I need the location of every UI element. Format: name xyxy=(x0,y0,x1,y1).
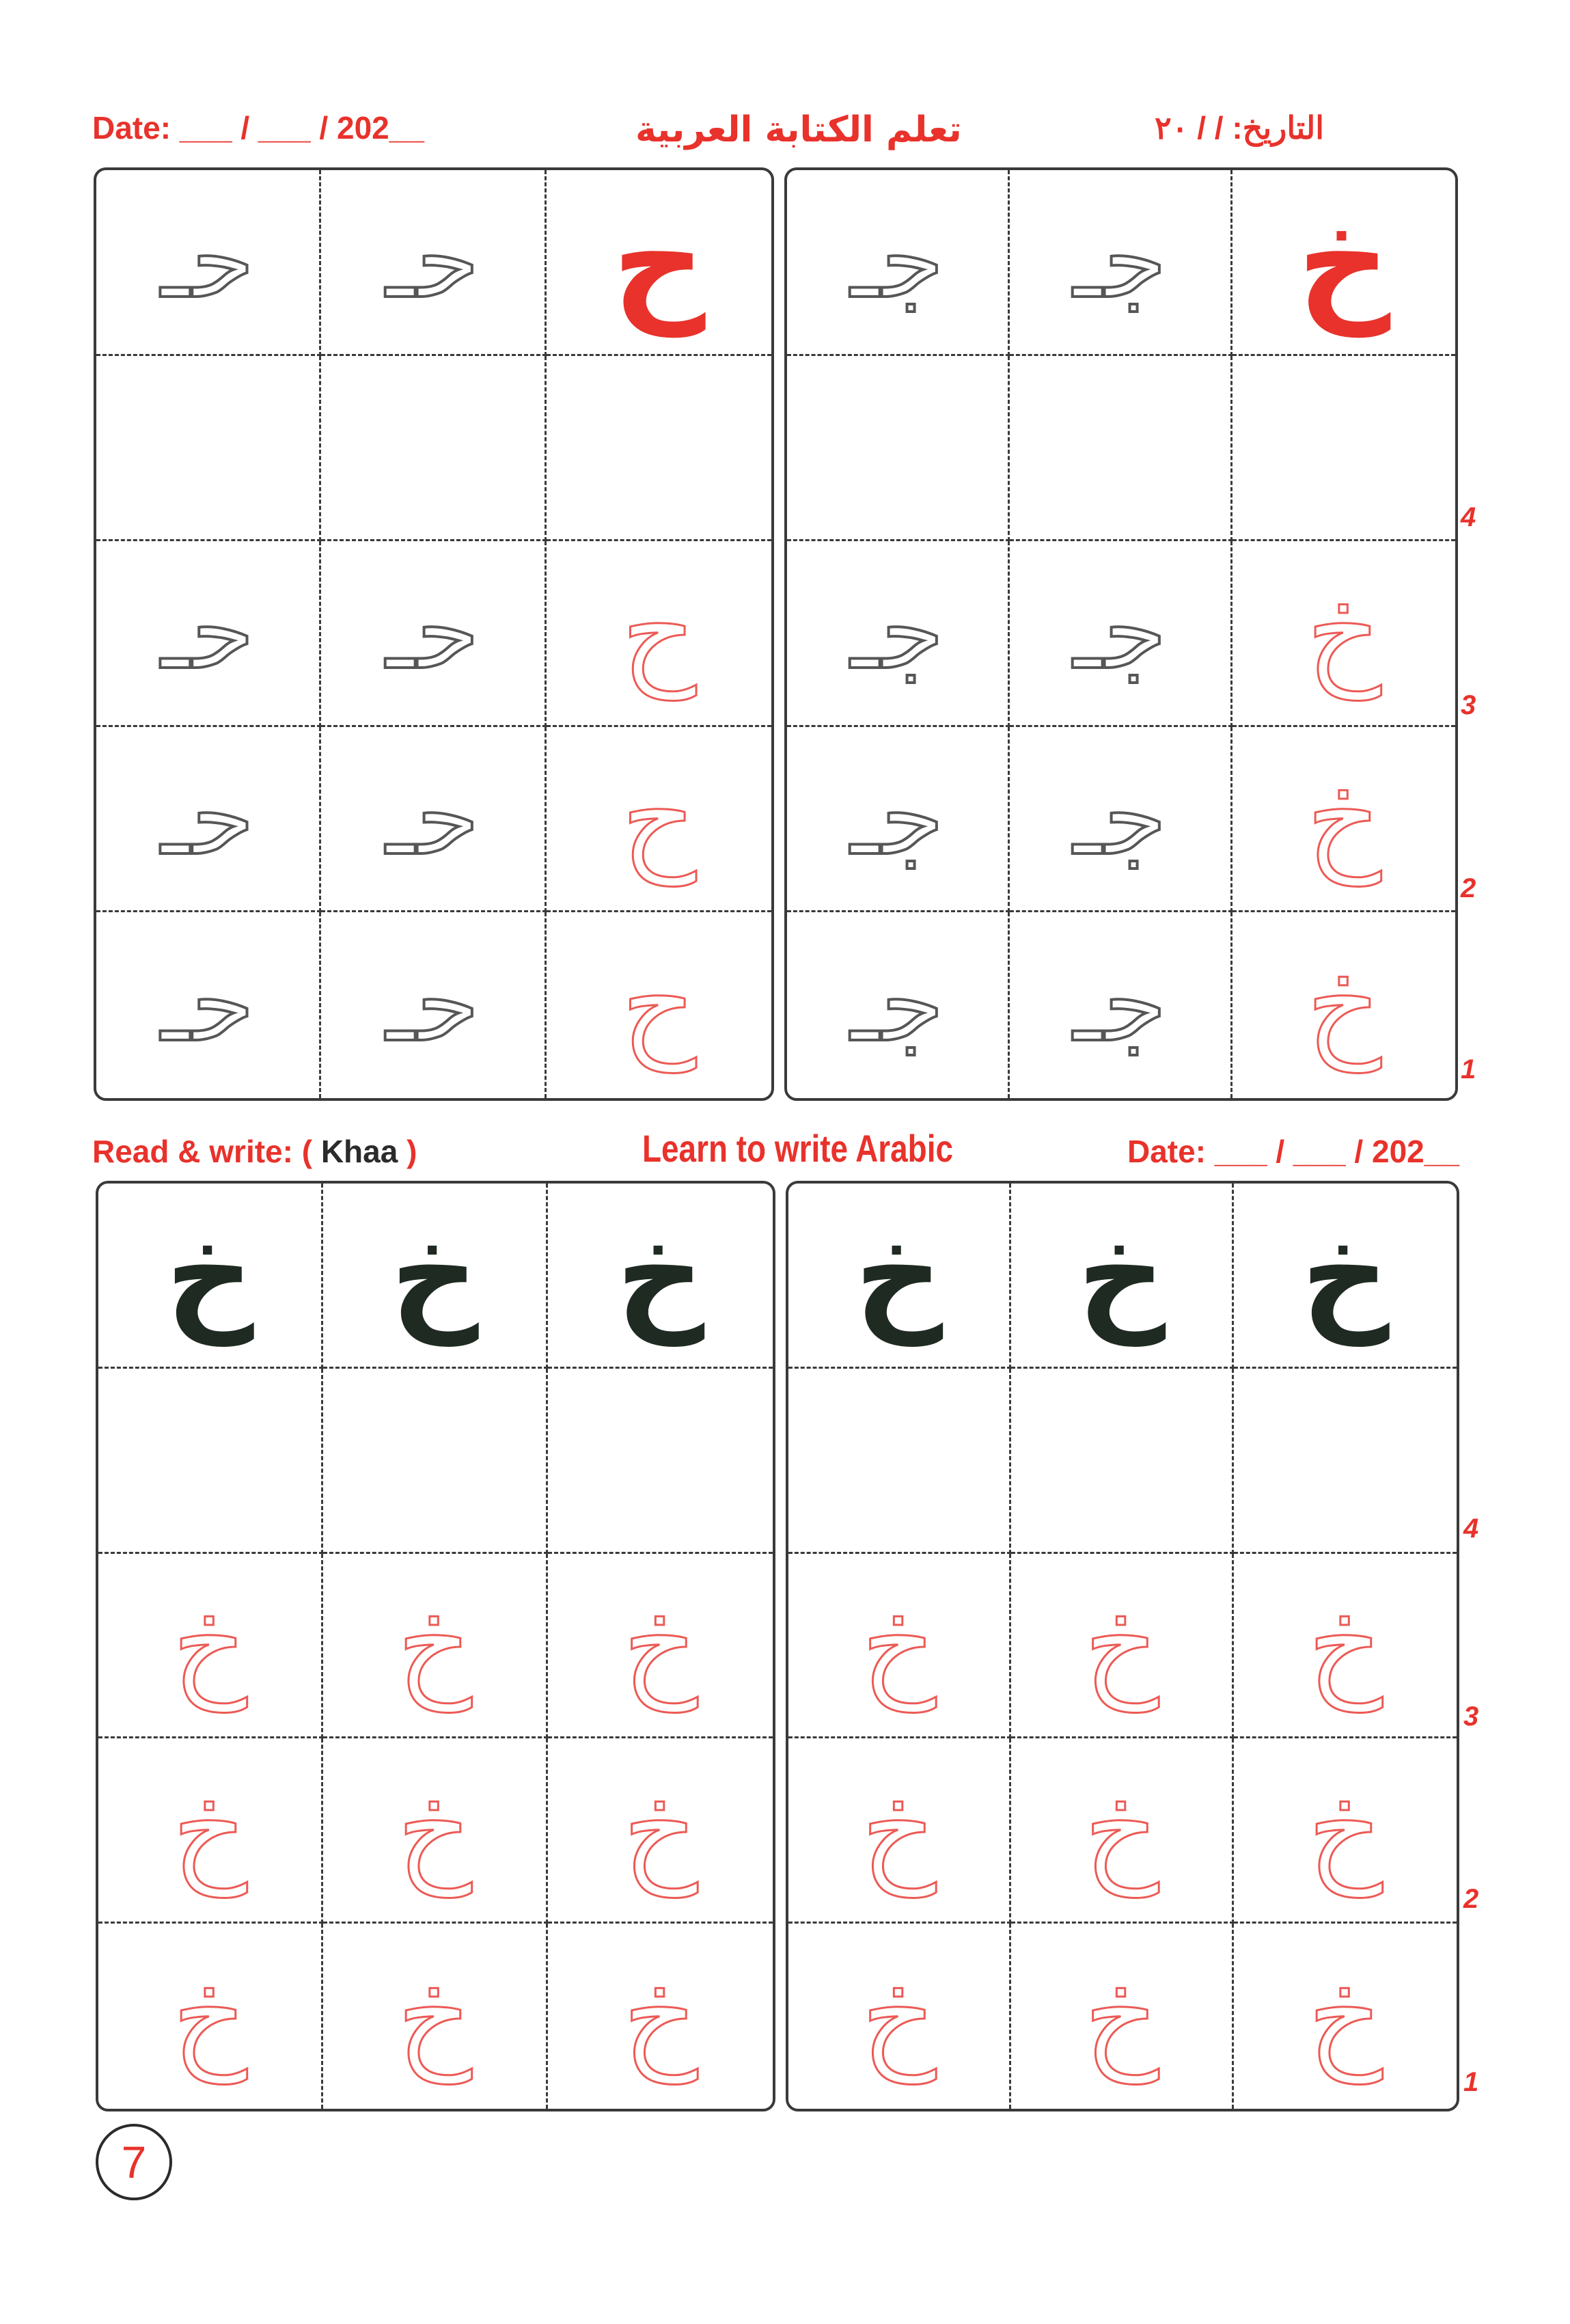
grid-cell xyxy=(1234,1738,1457,1924)
grid-cell xyxy=(1011,1369,1234,1554)
grid-cell xyxy=(547,912,771,1098)
grid-cell xyxy=(548,1738,773,1924)
bottom-right-grid xyxy=(786,1181,1459,2111)
row-number: 2 xyxy=(1461,873,1476,903)
row-number: 3 xyxy=(1463,1701,1479,1732)
haa-initial-trace: حـ xyxy=(386,946,480,1065)
khaa-trace: خ xyxy=(622,1577,698,1713)
haa-initial-trace: حـ xyxy=(386,202,480,322)
grid-cell xyxy=(98,1738,323,1924)
khaa-trace: خ xyxy=(861,1948,937,2084)
grid-cell xyxy=(96,541,321,727)
grid-cell xyxy=(323,1369,548,1554)
khaa-trace: خ xyxy=(172,1762,247,1898)
jeem-initial-trace: جـ xyxy=(851,202,944,322)
grid-cell xyxy=(547,541,771,727)
grid-cell xyxy=(548,1554,773,1739)
grid-cell xyxy=(1232,541,1455,727)
grid-cell xyxy=(1011,1738,1234,1924)
khaa-trace: خ xyxy=(861,1762,937,1898)
date-bottom: Date: ___ / ___ / 202__ xyxy=(1127,1134,1459,1169)
grid-cell xyxy=(98,1924,323,2109)
grid-cell xyxy=(321,170,546,356)
grid-cell xyxy=(96,727,321,913)
haa-initial-trace: حـ xyxy=(161,946,255,1065)
jeem-trace: خ xyxy=(1306,565,1381,701)
khaa-trace: خ xyxy=(1084,1948,1159,2084)
khaa-trace: خ xyxy=(397,1948,472,2084)
haa-initial-trace: حـ xyxy=(161,202,255,322)
khaa-trace: خ xyxy=(1308,1948,1383,2084)
bottom-left-grid xyxy=(96,1181,775,2111)
khaa-model-letter-red: خ xyxy=(1297,186,1391,338)
grid-cell xyxy=(1010,912,1232,1098)
grid-cell xyxy=(321,541,546,727)
grid-cell xyxy=(323,1738,548,1924)
khaa-trace: خ xyxy=(397,1577,472,1713)
grid-cell xyxy=(548,1369,773,1554)
grid-cell xyxy=(1011,1924,1234,2109)
read-write-heading xyxy=(92,1133,417,1170)
grid-cell xyxy=(787,541,1010,727)
khaa-trace: خ xyxy=(622,1948,698,2084)
jeem-initial-trace: جـ xyxy=(851,573,944,693)
grid-cell xyxy=(323,1924,548,2109)
jeem-trace: خ xyxy=(1306,751,1381,887)
grid-cell xyxy=(323,1554,548,1739)
haa-initial-trace: حـ xyxy=(161,759,255,879)
grid-cell xyxy=(788,1369,1011,1554)
jeem-initial-trace: جـ xyxy=(851,946,944,1065)
grid-cell xyxy=(323,1184,548,1369)
khaa-model-letter: خ xyxy=(165,1203,254,1346)
grid-cell xyxy=(548,1184,773,1369)
haa-trace: ح xyxy=(621,565,697,701)
khaa-trace: خ xyxy=(1084,1577,1159,1713)
haa-initial-trace: حـ xyxy=(161,573,255,693)
grid-cell xyxy=(1234,1369,1457,1554)
grid-cell xyxy=(788,1184,1011,1369)
grid-cell xyxy=(1234,1184,1457,1369)
page-number: 7 xyxy=(96,2124,172,2200)
jeem-initial-trace: جـ xyxy=(1073,759,1167,879)
grid-cell xyxy=(1011,1554,1234,1739)
top-left-grid xyxy=(94,167,774,1101)
khaa-trace: خ xyxy=(622,1762,698,1898)
grid-cell xyxy=(321,356,546,542)
grid-cell xyxy=(96,356,321,542)
khaa-model-letter: خ xyxy=(1077,1203,1166,1346)
grid-cell xyxy=(787,727,1010,913)
khaa-trace: خ xyxy=(1308,1577,1383,1713)
grid-cell xyxy=(96,170,321,356)
row-number: 4 xyxy=(1461,502,1476,532)
grid-cell xyxy=(1232,912,1455,1098)
khaa-trace: خ xyxy=(1084,1762,1159,1898)
row-number: 4 xyxy=(1463,1514,1479,1544)
jeem-initial-trace: جـ xyxy=(1073,202,1167,322)
khaa-trace: خ xyxy=(172,1577,247,1713)
grid-cell xyxy=(1234,1924,1457,2109)
grid-cell xyxy=(1232,356,1455,542)
khaa-trace: خ xyxy=(397,1762,472,1898)
grid-cell xyxy=(1010,170,1232,356)
grid-cell xyxy=(787,912,1010,1098)
haa-initial-trace: حـ xyxy=(386,573,480,693)
grid-cell xyxy=(98,1369,323,1554)
jeem-initial-trace: جـ xyxy=(851,759,944,879)
grid-cell xyxy=(787,170,1010,356)
khaa-model-letter: خ xyxy=(1301,1203,1390,1346)
khaa-trace: خ xyxy=(172,1948,247,2084)
khaa-trace: خ xyxy=(1308,1762,1383,1898)
grid-cell xyxy=(321,912,546,1098)
grid-cell xyxy=(1010,541,1232,727)
grid-cell xyxy=(548,1924,773,2109)
read-write-close: ) xyxy=(407,1134,417,1169)
jeem-initial-trace: جـ xyxy=(1073,946,1167,1065)
khaa-trace: خ xyxy=(861,1577,937,1713)
row-number: 3 xyxy=(1461,690,1476,720)
date-left: Date: ___ / ___ / 202__ xyxy=(92,110,424,146)
grid-cell xyxy=(98,1184,323,1369)
grid-cell xyxy=(547,727,771,913)
grid-cell xyxy=(1232,170,1455,356)
grid-cell xyxy=(98,1554,323,1739)
date-right: التاريخ: / / ٢٠ xyxy=(1155,110,1325,146)
haa-trace: ح xyxy=(621,751,697,887)
grid-cell xyxy=(321,727,546,913)
top-right-grid xyxy=(784,167,1458,1101)
khaa-model-letter: خ xyxy=(390,1203,479,1346)
row-number: 1 xyxy=(1461,1054,1476,1084)
page-title-english: Learn to write Arabic xyxy=(642,1127,954,1170)
row-number: 1 xyxy=(1463,2067,1479,2097)
grid-cell xyxy=(96,912,321,1098)
grid-cell xyxy=(788,1738,1011,1924)
grid-cell xyxy=(1232,727,1455,913)
khaa-model-letter: خ xyxy=(854,1203,944,1346)
haa-model-letter: ح xyxy=(611,186,706,338)
grid-cell xyxy=(547,170,771,356)
grid-cell xyxy=(1011,1184,1234,1369)
grid-cell xyxy=(1010,727,1232,913)
haa-initial-trace: حـ xyxy=(386,759,480,879)
grid-cell xyxy=(1010,356,1232,542)
read-write-label: Read & write: ( xyxy=(92,1134,313,1169)
grid-cell xyxy=(788,1554,1011,1739)
grid-cell xyxy=(1234,1554,1457,1739)
row-number: 2 xyxy=(1463,1884,1479,1914)
letter-name: Khaa xyxy=(320,1134,398,1169)
page-title-arabic: تعلم الكتابة العربية xyxy=(635,109,962,150)
khaa-model-letter: خ xyxy=(616,1203,705,1346)
jeem-trace: خ xyxy=(1306,938,1381,1074)
grid-cell xyxy=(547,356,771,542)
haa-trace: ح xyxy=(621,938,697,1074)
grid-cell xyxy=(787,356,1010,542)
jeem-initial-trace: جـ xyxy=(1073,573,1167,693)
grid-cell xyxy=(788,1924,1011,2109)
